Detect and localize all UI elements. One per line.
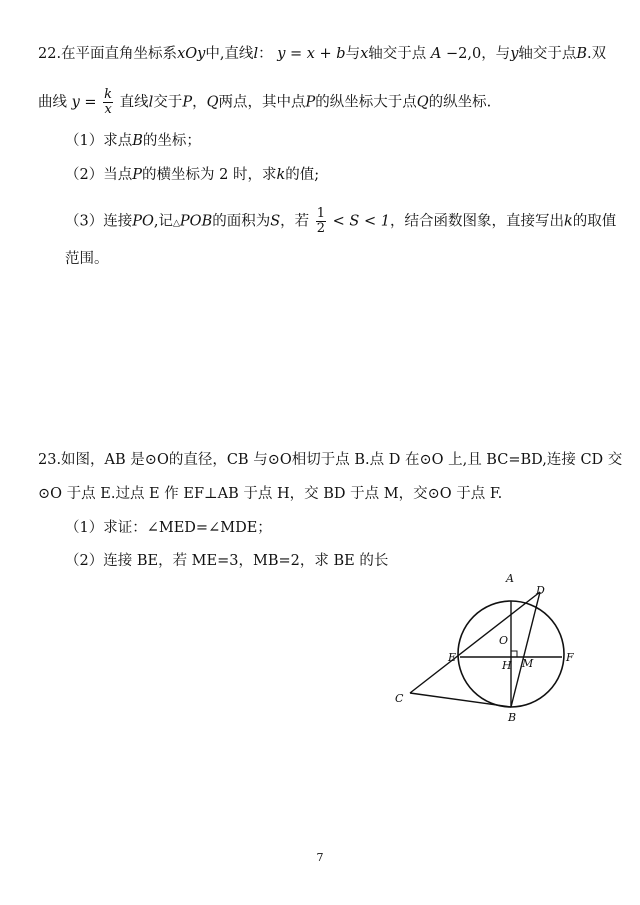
label-a: A [506,572,514,585]
math-point-a: A [430,46,442,62]
q22-subquestion-3-cont [65,249,109,269]
q22-text: 轴交于点 [518,46,577,62]
math-coord-a: −2,0 [445,46,482,62]
q23-subquestion-2: （2）连接 BE，若 ME=3，MB=2，求 BE 的长 [65,553,389,569]
q22-subquestion-2 [65,165,319,185]
label-h: H [502,659,512,672]
segment-cb [410,693,511,707]
geometry-figure [380,572,600,722]
math-line-equation: y = x + b [277,46,346,62]
math-l: l [148,94,154,111]
math-hyperbola-lhs: y = [71,94,97,111]
q22-line-1 [38,44,606,64]
math-point-p: P [305,94,316,111]
math-xoy: xOy [177,46,206,62]
fraction-denominator: x [104,102,112,117]
math-k: k [563,213,573,230]
segment-bd [511,592,540,707]
q22-text: 曲线 [38,94,67,111]
q22-text: （2）当点 [65,167,133,183]
fraction-denominator: 2 [316,221,326,236]
math-s: S [270,213,281,230]
label-f: F [566,651,574,664]
q22-text: 的横坐标为 2 时，求 [142,167,277,183]
q22-text: .双 [587,46,607,62]
segment-cd [410,592,540,693]
q22-subquestion-1 [65,131,201,151]
math-l: l [253,46,259,62]
triangle-symbol: △ [173,218,180,229]
q22-text: 中,直线 [205,46,254,62]
label-c: C [395,692,404,705]
q22-text: 的面积为 [212,213,271,230]
q22-text: 的纵坐标大于点 [315,94,417,111]
label-e: E [448,651,457,664]
label-b: B [508,711,517,722]
math-point-q: Q [206,94,219,111]
q22-text: 的坐标； [142,133,201,149]
q22-text: 轴交于点 [368,46,427,62]
math-inequality: < S < 1 [332,213,390,230]
q22-text: ，若 [280,213,310,230]
math-k: k [276,167,286,183]
q22-text: ,记 [153,213,173,230]
math-point-q: Q [416,94,429,111]
math-point-p: P [182,94,193,111]
q23-line-1: 23.如图，AB 是⊙O的直径，CB 与⊙O相切于点 B.点 D 在⊙O 上,且 BC=BD,连接 CD 交 [38,452,623,468]
q22-text: 22.在平面直角坐标系 [38,46,178,62]
q22-text: （3）连接 [65,213,133,230]
q22-text: 交于 [153,94,183,111]
right-angle-mark [511,651,517,657]
q22-text: 的取值 [572,213,617,230]
math-point-b: B [576,46,588,62]
q22-text: ，与 [481,46,511,62]
q22-text: ，结合函数图象，直接写出 [389,213,564,230]
math-segment-po: PO [132,213,154,230]
q23-subquestion-1: （1）求证：∠MED=∠MDE； [65,520,272,536]
page-number: 7 [316,851,324,864]
label-o: O [499,634,509,647]
q22-subquestion-3 [65,207,616,236]
fraction-numerator: k [104,87,113,102]
label-m: M [522,657,534,670]
q22-text: 两点，其中点 [218,94,306,111]
q22-text: 与 [345,46,361,62]
q23-line-2: ⊙O 于点 E.过点 E 作 EF⊥AB 于点 H，交 BD 于点 M，交⊙O 于点 F. [38,486,503,502]
q22-text: 范围。 [65,251,109,267]
math-fraction-k-over-x [103,88,113,117]
math-point-p: P [132,167,142,183]
math-x: x [360,46,369,62]
q22-text: ， [192,94,207,111]
label-d: D [536,584,545,597]
fraction-numerator: 1 [316,206,326,221]
math-y: y [510,46,519,62]
math-point-b: B [132,133,143,149]
q22-text: 直线 [119,94,149,111]
math-triangle-pob: POB [179,213,213,230]
q22-text: ： [258,46,273,62]
q22-line-2 [38,88,491,117]
q22-text: 的值; [285,167,320,183]
q22-text: （1）求点 [65,133,133,149]
q22-text: 的纵坐标. [428,94,492,111]
math-fraction-one-half [316,207,326,236]
